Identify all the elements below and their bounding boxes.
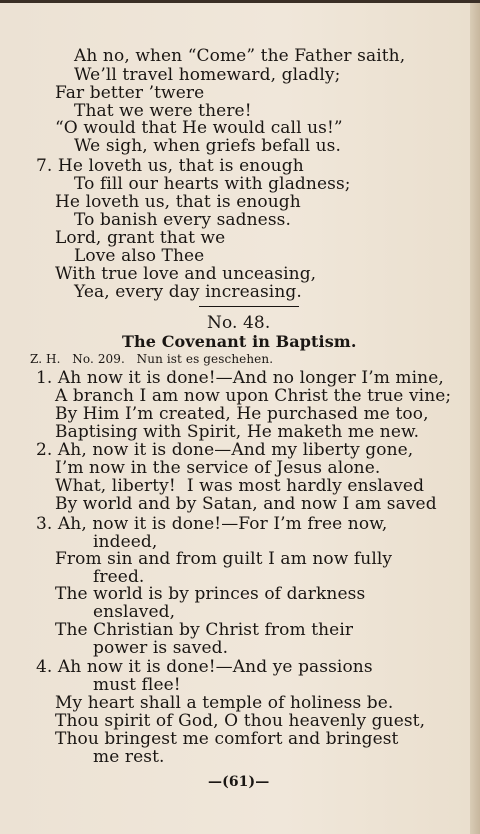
verse-line: From sin and from guilt I am now fully — [55, 549, 393, 569]
verse-line: To fill our hearts with gladness; — [74, 174, 351, 194]
verse-line: indeed, — [93, 532, 158, 552]
verse-line: By Him I’m created, He purchased me too, — [55, 404, 429, 424]
verse-line: 1. Ah now it is done!—And no longer I’m mine, — [36, 368, 444, 388]
text-line: “O would that He would call us!” — [55, 118, 343, 138]
verse-line: power is saved. — [93, 638, 229, 658]
verse-line: He loveth us, that is enough — [55, 192, 301, 212]
hymn-number: No. 48. — [207, 313, 271, 333]
verse-line: Thou spirit of God, O thou heavenly guest, — [55, 711, 426, 731]
verse-line: By world and by Satan, and now I am saved — [55, 494, 437, 514]
verse-line: Yea, every day increasing. — [74, 282, 302, 302]
divider-rule — [199, 306, 299, 307]
verse-line: enslaved, — [93, 602, 176, 622]
hymn-title: The Covenant in Baptism. — [122, 332, 357, 351]
verse-line: Baptising with Spirit, He maketh me new. — [55, 422, 420, 442]
text-line: Far better ’twere — [55, 83, 205, 103]
verse-line: me rest. — [93, 747, 165, 767]
verse-line: I’m now in the service of Jesus alone. — [55, 458, 381, 478]
text-line: That we were there! — [74, 101, 252, 121]
verse-line: A branch I am now upon Christ the true vine; — [55, 386, 452, 406]
top-border — [0, 0, 480, 3]
verse-line: freed. — [93, 567, 145, 587]
page-number: —(61)— — [208, 774, 270, 790]
hymn-source: Z. H. No. 209. Nun ist es geschehen. — [30, 352, 274, 366]
verse-line: Love also Thee — [74, 246, 205, 266]
text-line: We sigh, when griefs befall us. — [74, 136, 342, 156]
verse-line: With true love and unceasing, — [55, 264, 317, 284]
verse-line: Lord, grant that we — [55, 228, 226, 248]
verse-line: My heart shall a temple of holiness be. — [55, 693, 394, 713]
verse-line: 3. Ah, now it is done!—For I’m free now, — [36, 514, 388, 534]
verse-line: must flee! — [93, 675, 181, 695]
page-edge — [470, 0, 480, 834]
verse-line: The Christian by Christ from their — [55, 620, 354, 640]
verse-line: Thou bringest me comfort and bringest — [55, 729, 399, 749]
verse-line: What, liberty! I was most hardly enslaved — [55, 476, 425, 496]
verse-line: To banish every sadness. — [74, 210, 291, 230]
text-line: We’ll travel homeward, gladly; — [74, 65, 341, 85]
verse-line: 7. He loveth us, that is enough — [36, 156, 304, 176]
verse-line: 4. Ah now it is done!—And ye passions — [36, 657, 373, 677]
verse-line: The world is by princes of darkness — [55, 584, 366, 604]
text-line: Ah no, when “Come” the Father saith, — [74, 46, 406, 66]
verse-line: 2. Ah, now it is done—And my liberty gone, — [36, 440, 414, 460]
